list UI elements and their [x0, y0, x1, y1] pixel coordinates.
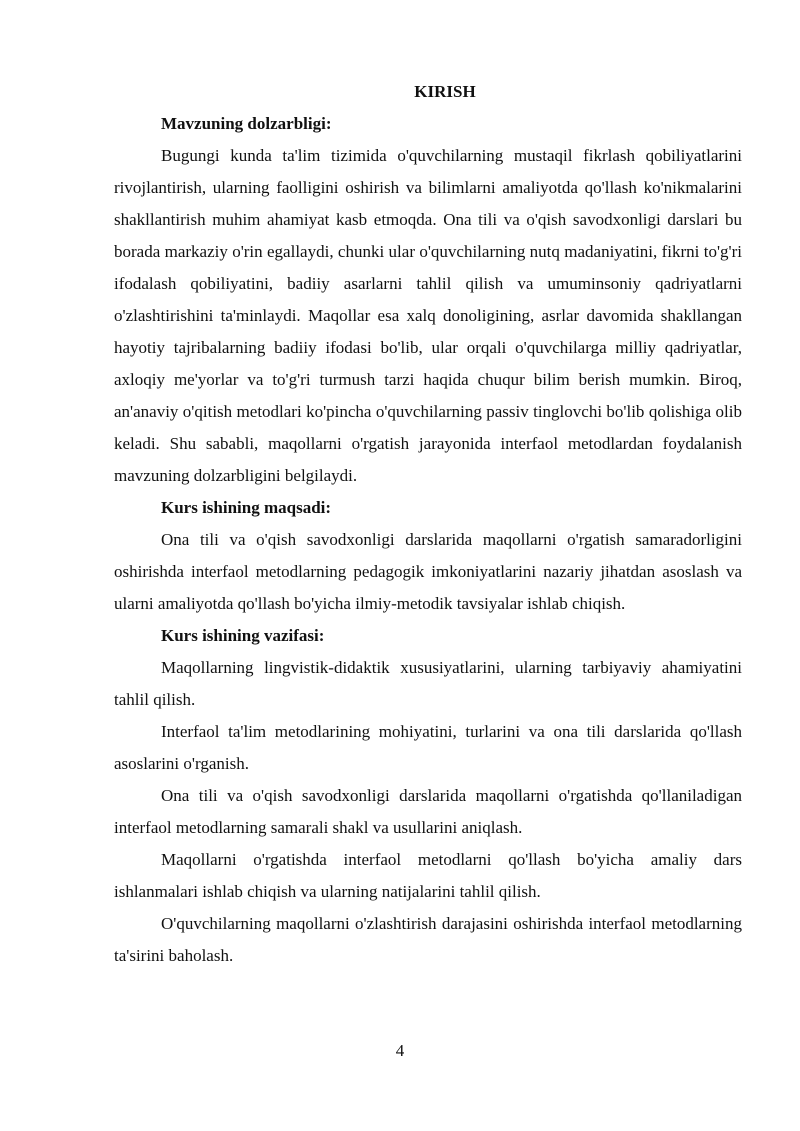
- goal-heading: Kurs ishining maqsadi:: [161, 498, 332, 517]
- tasks-heading: Kurs ishining vazifasi:: [161, 626, 325, 645]
- task-item: O'quvchilarning maqollarni o'zlashtirish darajasini oshirishda interfaol metodlarning ta'sirini baholash.: [114, 914, 742, 965]
- task-item: Maqollarni o'rgatishda interfaol metodlarni qo'llash bo'yicha amaliy dars ishlanmalari ishlab chiqish va ularning natijalarini tahlil qilish.: [114, 850, 742, 901]
- relevance-paragraph: Bugungi kunda ta'lim tizimida o'quvchilarning mustaqil fikrlash qobiliyatlarini rivojlantirish, ularning faolligini oshirish va bilimlarni amaliyotda qo'llash ko'nikmalarini shakllantirish muhim ahamiyat kasb etmoqda. Ona tili va o'qish savodxonligi darslari bu borada markaziy o'rin egallaydi, chunki ular o'quvchilarning nutq madaniyatini, fikrni to'g'ri ifodalash qobiliyatini, badiiy asarlarni tahlil qilish va umuminsoniy qadriyatlarni o'zlashtirishini ta'minlaydi. Maqollar esa xalq donoligining, asrlar davomida shakllangan hayotiy tajribalarning badiiy ifodasi bo'lib, ular orqali o'quvchilarga milliy qadriyatlar, axloqiy me'yorlar va to'g'ri turmush tarzi haqida chuqur bilim berish mumkin. Biroq, an'anaviy o'qitish metodlari ko'pincha o'quvchilarning passiv tinglovchi bo'lib qolishiga olib keladi. Shu sababli, maqollarni o'rgatish jarayonida interfaol metodlardan foydalanish mavzuning dolzarbligini belgilaydi.: [114, 146, 742, 485]
- relevance-heading: Mavzuning dolzarbligi:: [161, 114, 332, 133]
- page-title: KIRISH: [414, 82, 476, 101]
- task-item: Interfaol ta'lim metodlarining mohiyatini, turlarini va ona tili darslarida qo'llash asoslarini o'rganish.: [114, 722, 742, 773]
- task-item: Ona tili va o'qish savodxonligi darslarida maqollarni o'rgatishda qo'llaniladigan interfaol metodlarning samarali shakl va usullarini aniqlash.: [114, 786, 742, 837]
- task-item: Maqollarning lingvistik-didaktik xususiyatlarini, ularning tarbiyaviy ahamiyatini tahlil qilish.: [114, 658, 742, 709]
- page-content: [114, 76, 742, 972]
- goal-paragraph: Ona tili va o'qish savodxonligi darslarida maqollarni o'rgatish samaradorligini oshirishda interfaol metodlarning pedagogik imkoniyatlarini nazariy jihatdan asoslash va ularni amaliyotda qo'llash bo'yicha ilmiy-metodik tavsiyalar ishlab chiqish.: [114, 530, 742, 613]
- page-number: 4: [395, 1041, 405, 1060]
